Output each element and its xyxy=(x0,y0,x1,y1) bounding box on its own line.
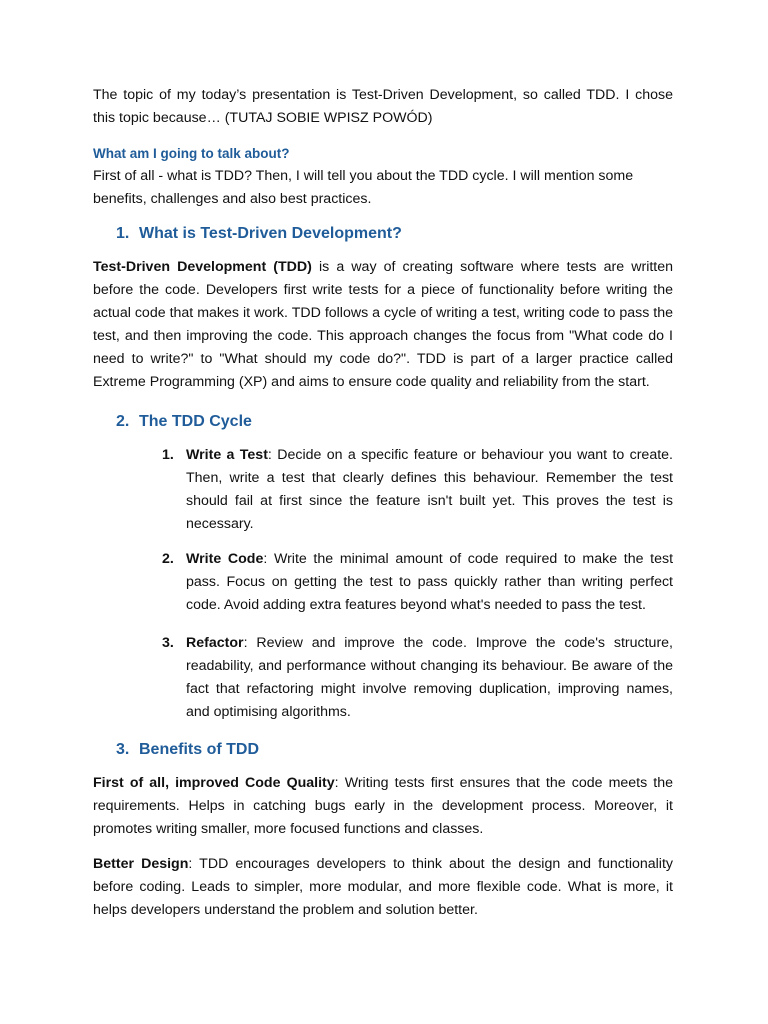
list-item-write-test xyxy=(93,444,673,536)
list-item-number: 1. xyxy=(162,447,174,463)
section-number: 3. xyxy=(116,741,130,758)
benefit-paragraph-better-design xyxy=(93,853,673,922)
definition-text: is a way of creating software where tests are written before the code. Developers first write tests for a piece of functionality before writing the actual code that makes it work. TDD follows a cycle of writing a test, writing code to pass the test, and then improving the code. This approach changes the focus from "What code do I need to write?" to "What should my code do?". TDD is part of a larger practice called Extreme Programming (XP) and aims to ensure code quality and reliability from the start. xyxy=(93,259,674,390)
talk-paragraph: First of all - what is TDD? Then, I will tell you about the TDD cycle. I will mention some benefits, challenges and also best practices. xyxy=(93,168,634,207)
list-item-refactor xyxy=(93,632,673,724)
section-title: The TDD Cycle xyxy=(139,413,252,430)
list-item-body xyxy=(186,632,673,724)
talk-heading: What am I going to talk about? xyxy=(93,146,290,161)
list-item-text: : Write the minimal amount of code required to make the test pass. Focus on getting the test to pass quickly rather than writing perfect code. Avoid adding extra features beyond what's needed to pass the test. xyxy=(186,551,674,613)
document-body xyxy=(93,84,673,934)
tdd-cycle-list xyxy=(93,444,673,724)
benefit-text: : Writing tests first ensures that the code meets the requirements. Helps in catching bugs early in the development process. Moreover, it promotes writing smaller, more focused functions and classes. xyxy=(93,775,673,837)
list-item-body xyxy=(186,548,673,617)
list-item-term: Refactor xyxy=(186,635,244,651)
intro-paragraph: The topic of my today’s presentation is Test-Driven Development, so called TDD. I chose this topic because… (TUTAJ SOBIE WPISZ POWÓD) xyxy=(93,87,673,126)
list-item-term: Write Code xyxy=(186,551,264,567)
section-number: 2. xyxy=(116,413,130,430)
section-heading-tdd-cycle xyxy=(116,411,673,433)
definition-term: Test-Driven Development (TDD) xyxy=(93,259,312,275)
section-title: Benefits of TDD xyxy=(139,741,259,758)
benefit-term: Better Design xyxy=(93,856,189,872)
list-item-number: 2. xyxy=(162,551,174,567)
list-item-text: : Review and improve the code. Improve the code's structure, readability, and performance without changing its behaviour. Be aware of the fact that refactoring might involve removing duplication, improving names, and optimising algorithms. xyxy=(186,635,673,720)
benefit-paragraph-code-quality xyxy=(93,772,673,841)
benefit-term: First of all, improved Code Quality xyxy=(93,775,335,791)
list-item-write-code xyxy=(93,548,673,617)
list-item-text: : Decide on a specific feature or behaviour you want to create. Then, write a test that clearly defines this behaviour. Remember the test should fail at first since the feature isn't built yet. This proves the test is necessary. xyxy=(186,447,673,532)
list-item-term: Write a Test xyxy=(186,447,268,463)
list-item-body xyxy=(186,444,673,536)
list-item-number: 3. xyxy=(162,635,174,651)
section-number: 1. xyxy=(116,225,130,242)
section-heading-benefits xyxy=(116,739,673,761)
definition-paragraph xyxy=(93,256,673,394)
section-title: What is Test-Driven Development? xyxy=(139,225,402,242)
benefit-text: : TDD encourages developers to think about the design and functionality before coding. Leads to simpler, more modular, and more flexible code. What is more, it helps developers understand the problem and solution better. xyxy=(93,856,673,918)
section-heading-what-is-tdd xyxy=(116,223,673,245)
